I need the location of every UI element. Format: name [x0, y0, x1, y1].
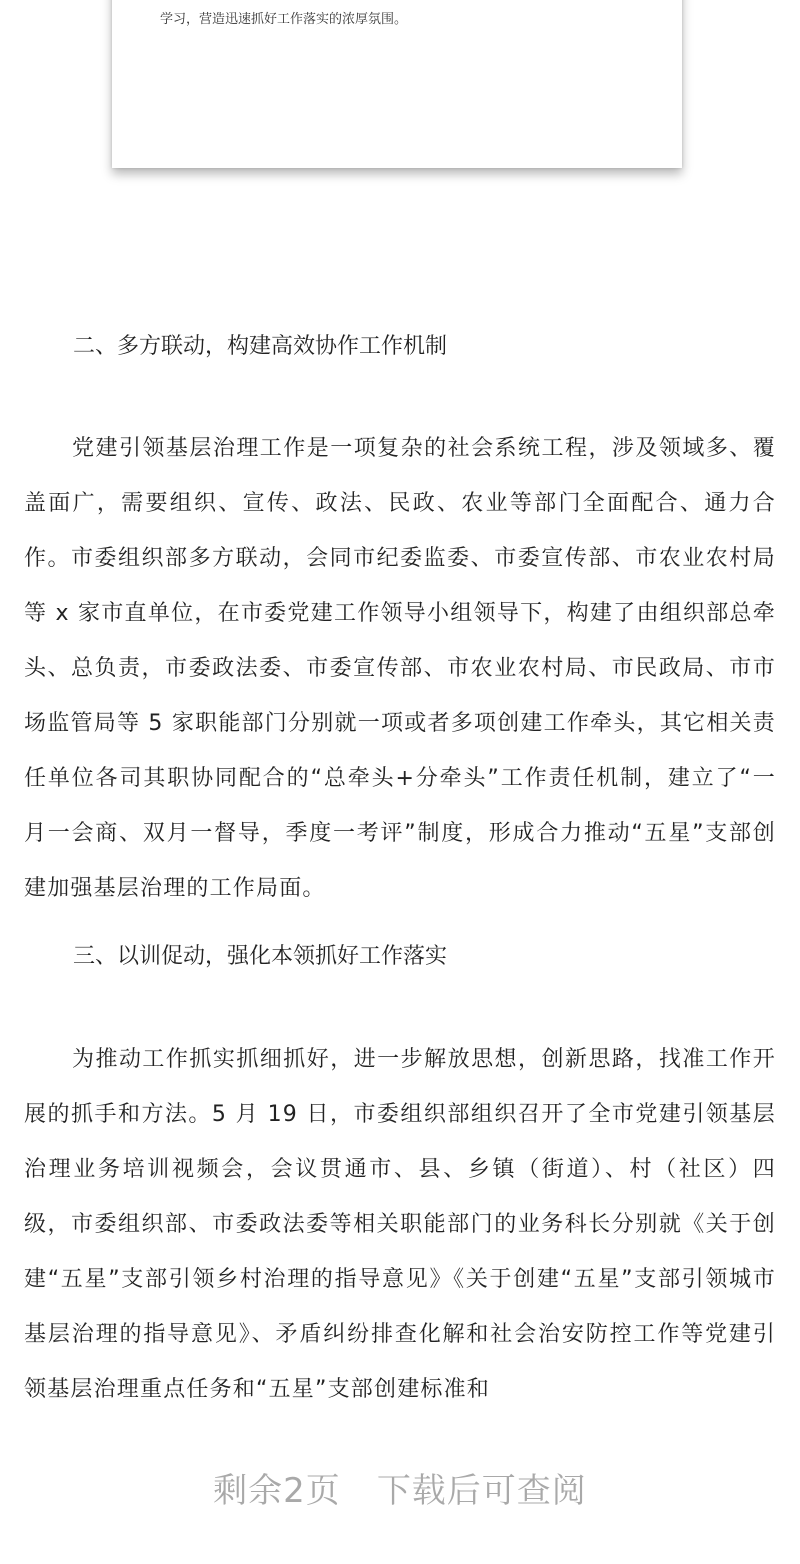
download-to-view-label: 下载后可查阅 [376, 1471, 587, 1511]
section-2-paragraph: 党建引领基层治理工作是一项复杂的社会系统工程，涉及领域多、覆盖面广，需要组织、宣传、政法、民政、农业等部门全面配合、通力合作。市委组织部多方联动，会同市纪委监委、市委宣传部、市农业农村局等 x 家市直单位，在市委党建工作领导小组领导下，构建了由组织部总牵头、总负责，市委政法委、市委宣传部、市农业农村局、市民政局、市市场监管局等 5 家职能部门分别就一项或者多项创建工作牵头，其它相关责任单位各司其职协同配合的“总牵头+分牵头”工作责任机制，建立了“一月一会商、双月一督导，季度一考评”制度，形成合力推动“五星”支部创建加强基层治理的工作局面。 [24, 436, 776, 901]
section-3-paragraph: 为推动工作抓实抓细抓好，进一步解放思想，创新思路，找准工作开展的抓手和方法。5 月 19 日，市委组织部组织召开了全市党建引领基层治理业务培训视频会，会议贯通市、县、乡镇（街道）、村（社区）四级，市委组织部、市委政法委等相关职能部门的业务科长分别就《关于创建“五星”支部引领乡村治理的指导意见》《关于创建“五星”支部引领城市基层治理的指导意见》、矛盾纠纷排查化解和社会治安防控工作等党建引领基层治理重点任务和“五星”支部创建标准和 [24, 1047, 776, 1402]
download-prompt[interactable] [0, 1463, 800, 1512]
remaining-pages-label: 剩余2页 [213, 1471, 341, 1511]
section-2-heading: 二、多方联动，构建高效协作工作机制 [73, 334, 448, 359]
preview-card-text: 学习，营造迅速抓好工作落实的浓厚氛围。 [160, 12, 408, 27]
section-3-heading: 三、以训促动，强化本领抓好工作落实 [73, 944, 448, 969]
preview-card [112, 0, 682, 168]
